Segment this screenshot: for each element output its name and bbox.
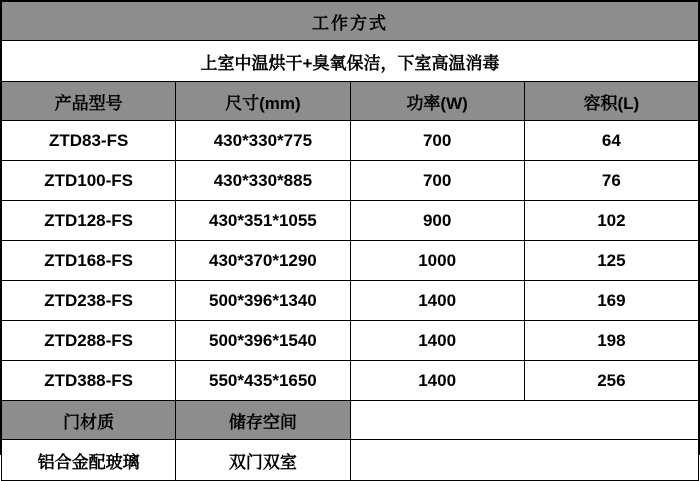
- cell-power: 1400: [350, 361, 524, 401]
- table-row: [2, 241, 699, 281]
- table-row: [2, 161, 699, 201]
- title-row: [2, 2, 699, 41]
- footer-header-storage-space: 储存空间: [176, 401, 350, 440]
- cell-model: ZTD168-FS: [2, 241, 176, 281]
- footer-header-row: [2, 401, 699, 440]
- cell-model: ZTD100-FS: [2, 161, 176, 201]
- column-header-size: 尺寸(mm): [176, 82, 350, 121]
- cell-volume: 198: [524, 321, 698, 361]
- cell-size: 500*396*1340: [176, 281, 350, 321]
- cell-size: 430*330*775: [176, 121, 350, 161]
- footer-header-door-material: 门材质: [2, 401, 176, 440]
- cell-volume: 64: [524, 121, 698, 161]
- specification-table: [1, 1, 699, 481]
- cell-model: ZTD83-FS: [2, 121, 176, 161]
- footer-value-door-material: 铝合金配玻璃: [2, 440, 176, 481]
- work-mode-title: 工作方式: [2, 2, 699, 41]
- cell-model: ZTD388-FS: [2, 361, 176, 401]
- column-header-model: 产品型号: [2, 82, 176, 121]
- cell-power: 700: [350, 161, 524, 201]
- cell-volume: 102: [524, 201, 698, 241]
- table-header-row: [2, 82, 699, 121]
- cell-power: 1400: [350, 281, 524, 321]
- cell-volume: 256: [524, 361, 698, 401]
- table-row: [2, 281, 699, 321]
- cell-model: ZTD128-FS: [2, 201, 176, 241]
- cell-volume: 169: [524, 281, 698, 321]
- mode-description-row: [2, 41, 699, 82]
- cell-size: 500*396*1540: [176, 321, 350, 361]
- footer-value-storage-space: 双门双室: [176, 440, 350, 481]
- cell-volume: 76: [524, 161, 698, 201]
- footer-value-row: [2, 440, 699, 481]
- footer-header-blank: [350, 401, 699, 440]
- cell-volume: 125: [524, 241, 698, 281]
- work-mode-description: 上室中温烘干+臭氧保洁，下室高温消毒: [2, 41, 699, 82]
- footer-value-blank: [350, 440, 699, 481]
- cell-size: 430*330*885: [176, 161, 350, 201]
- table-row: [2, 201, 699, 241]
- table-row: [2, 321, 699, 361]
- cell-model: ZTD238-FS: [2, 281, 176, 321]
- cell-power: 700: [350, 121, 524, 161]
- cell-power: 1000: [350, 241, 524, 281]
- cell-power: 1400: [350, 321, 524, 361]
- table-row: [2, 361, 699, 401]
- cell-size: 430*351*1055: [176, 201, 350, 241]
- column-header-power: 功率(W): [350, 82, 524, 121]
- cell-size: 430*370*1290: [176, 241, 350, 281]
- cell-power: 900: [350, 201, 524, 241]
- cell-size: 550*435*1650: [176, 361, 350, 401]
- column-header-volume: 容积(L): [524, 82, 698, 121]
- cell-model: ZTD288-FS: [2, 321, 176, 361]
- table-row: [2, 121, 699, 161]
